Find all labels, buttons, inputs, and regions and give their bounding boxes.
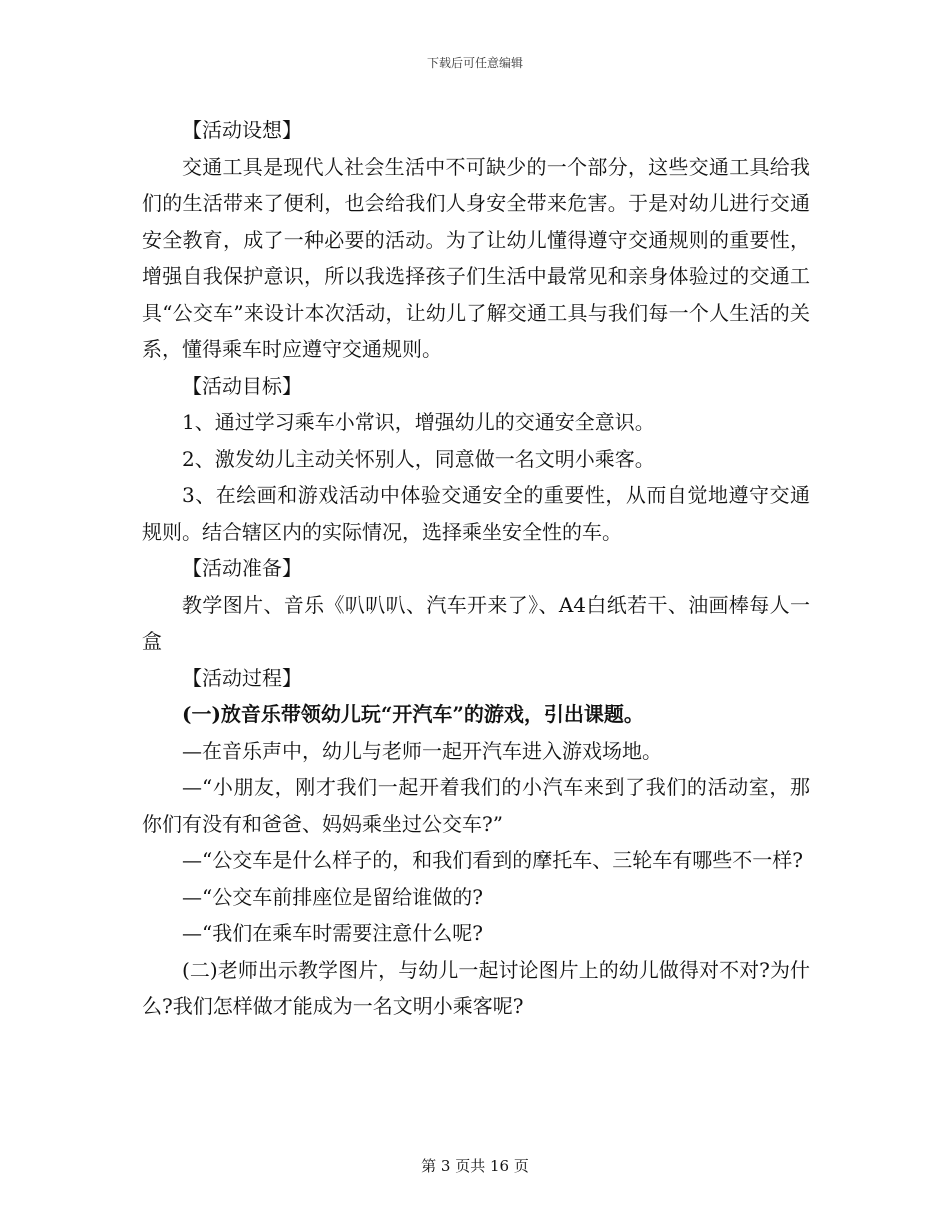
dialogue-line-3: —“公交车是什么样子的，和我们看到的摩托车、三轮车有哪些不一样? [182, 848, 803, 872]
dialogue-line-4: —“公交车前排座位是留给谁做的? [182, 884, 483, 909]
dialogue-line-1: —在音乐声中，幼儿与老师一起开汽车进入游戏场地。 [182, 738, 662, 763]
page-footer: 第 3 页共 16 页 [421, 1157, 529, 1175]
section-heading-design: 【活动设想】 [182, 118, 302, 142]
section-heading-goals: 【活动目标】 [182, 373, 302, 398]
process-step-2: (二)老师出示教学图片，与幼儿一起讨论图片上的幼儿做得对不对?为什么?我们怎样做才能成为一名文明小乘客呢? [142, 957, 810, 1018]
document-body [142, 112, 810, 1025]
section-heading-preparation: 【活动准备】 [182, 556, 302, 580]
goal-item-2: 2、激发幼儿主动关怀别人，同意做一名文明小乘客。 [182, 446, 655, 471]
page-header: 下载后可任意编辑 [426, 56, 523, 70]
paragraph-preparation: 教学图片、音乐《叭叭叭、汽车开来了》、A4白纸若干、油画棒每人一盒 [142, 592, 810, 653]
paragraph-design: 交通工具是现代人社会生活中不可缺少的一个部分，这些交通工具给我们的生活带来了便利，也会给我们人身安全带来危害。于是对幼儿进行交通安全教育，成了一种必要的活动。为了让幼儿懂得遵守交通规则的重要性，增强自我保护意识，所以我选择孩子们生活中最常见和亲身体验过的交通工具“公交车”来设计本次活动，让幼儿了解交通工具与我们每一个人生活的关系，懂得乘车时应遵守交通规则。 [142, 154, 810, 361]
dialogue-line-5: —“我们在乘车时需要注意什么呢? [182, 921, 483, 945]
dialogue-line-2: —“小朋友，刚才我们一起开着我们的小汽车来到了我们的活动室，那你们有没有和爸爸、妈妈乘坐过公交车?” [142, 775, 810, 836]
process-step-1-heading: (一)放音乐带领幼儿玩“开汽车”的游戏，引出课题。 [182, 702, 644, 726]
goal-item-3: 3、在绘画和游戏活动中体验交通安全的重要性，从而自觉地遵守交通规则。结合辖区内的实际情况，选择乘坐安全性的车。 [142, 483, 810, 544]
section-heading-process: 【活动过程】 [182, 665, 302, 690]
goal-item-1: 1、通过学习乘车小常识，增强幼儿的交通安全意识。 [182, 410, 655, 434]
